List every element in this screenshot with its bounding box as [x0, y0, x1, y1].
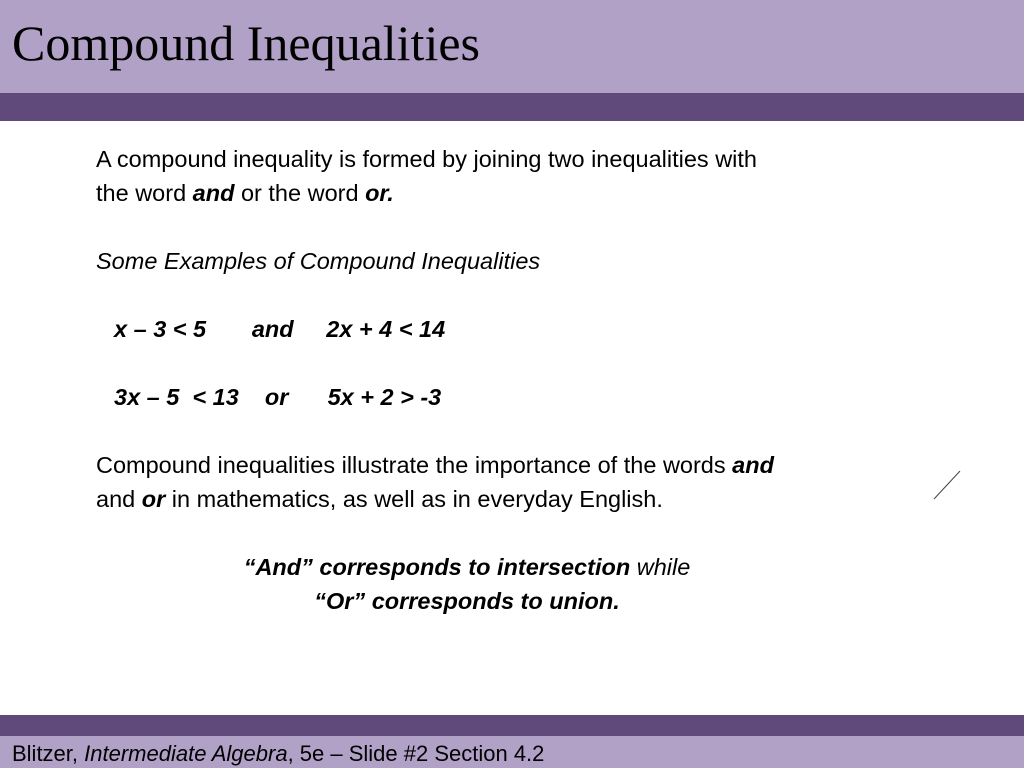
- importance-text: Compound inequalities illustrate the importance of the words: [96, 452, 733, 478]
- slide-body: [96, 142, 946, 618]
- importance-text-3: in mathematics, as well as in everyday English.: [165, 486, 663, 512]
- footer-slide-info: , 5e – Slide #2 Section 4.2: [287, 741, 545, 766]
- intro-text-2: or the word: [234, 180, 366, 206]
- footer-author: Blitzer,: [12, 741, 85, 766]
- example-or: 3x – 5 < 13 or 5x + 2 > -3: [114, 384, 442, 410]
- slide-title: Compound Inequalities: [12, 15, 480, 71]
- intro-and-word: and: [192, 180, 235, 206]
- conclusion: [96, 550, 946, 618]
- title-stripe: [0, 93, 1024, 121]
- intro-paragraph: [96, 142, 946, 210]
- footer-stripe: [0, 715, 1024, 736]
- decorative-line: [930, 468, 964, 502]
- importance-or-word: or: [141, 486, 166, 512]
- footer-citation: [12, 741, 544, 767]
- intro-line-1: A compound inequality is formed by joining two inequalities with: [96, 146, 757, 172]
- conclusion-while: while: [630, 554, 691, 580]
- example-and: x – 3 < 5 and 2x + 4 < 14: [114, 316, 446, 342]
- examples-heading: Some Examples of Compound Inequalities: [96, 248, 541, 274]
- conclusion-and-line: “And” corresponds to intersection: [243, 554, 631, 580]
- intro-or-word: or.: [365, 180, 394, 206]
- importance-paragraph: [96, 448, 946, 516]
- intro-text: the word: [96, 180, 193, 206]
- importance-and-word: and: [732, 452, 774, 478]
- footer-book-title: Intermediate Algebra: [84, 741, 288, 766]
- conclusion-or-line: “Or” corresponds to union.: [314, 588, 620, 614]
- importance-text-2: and: [96, 486, 142, 512]
